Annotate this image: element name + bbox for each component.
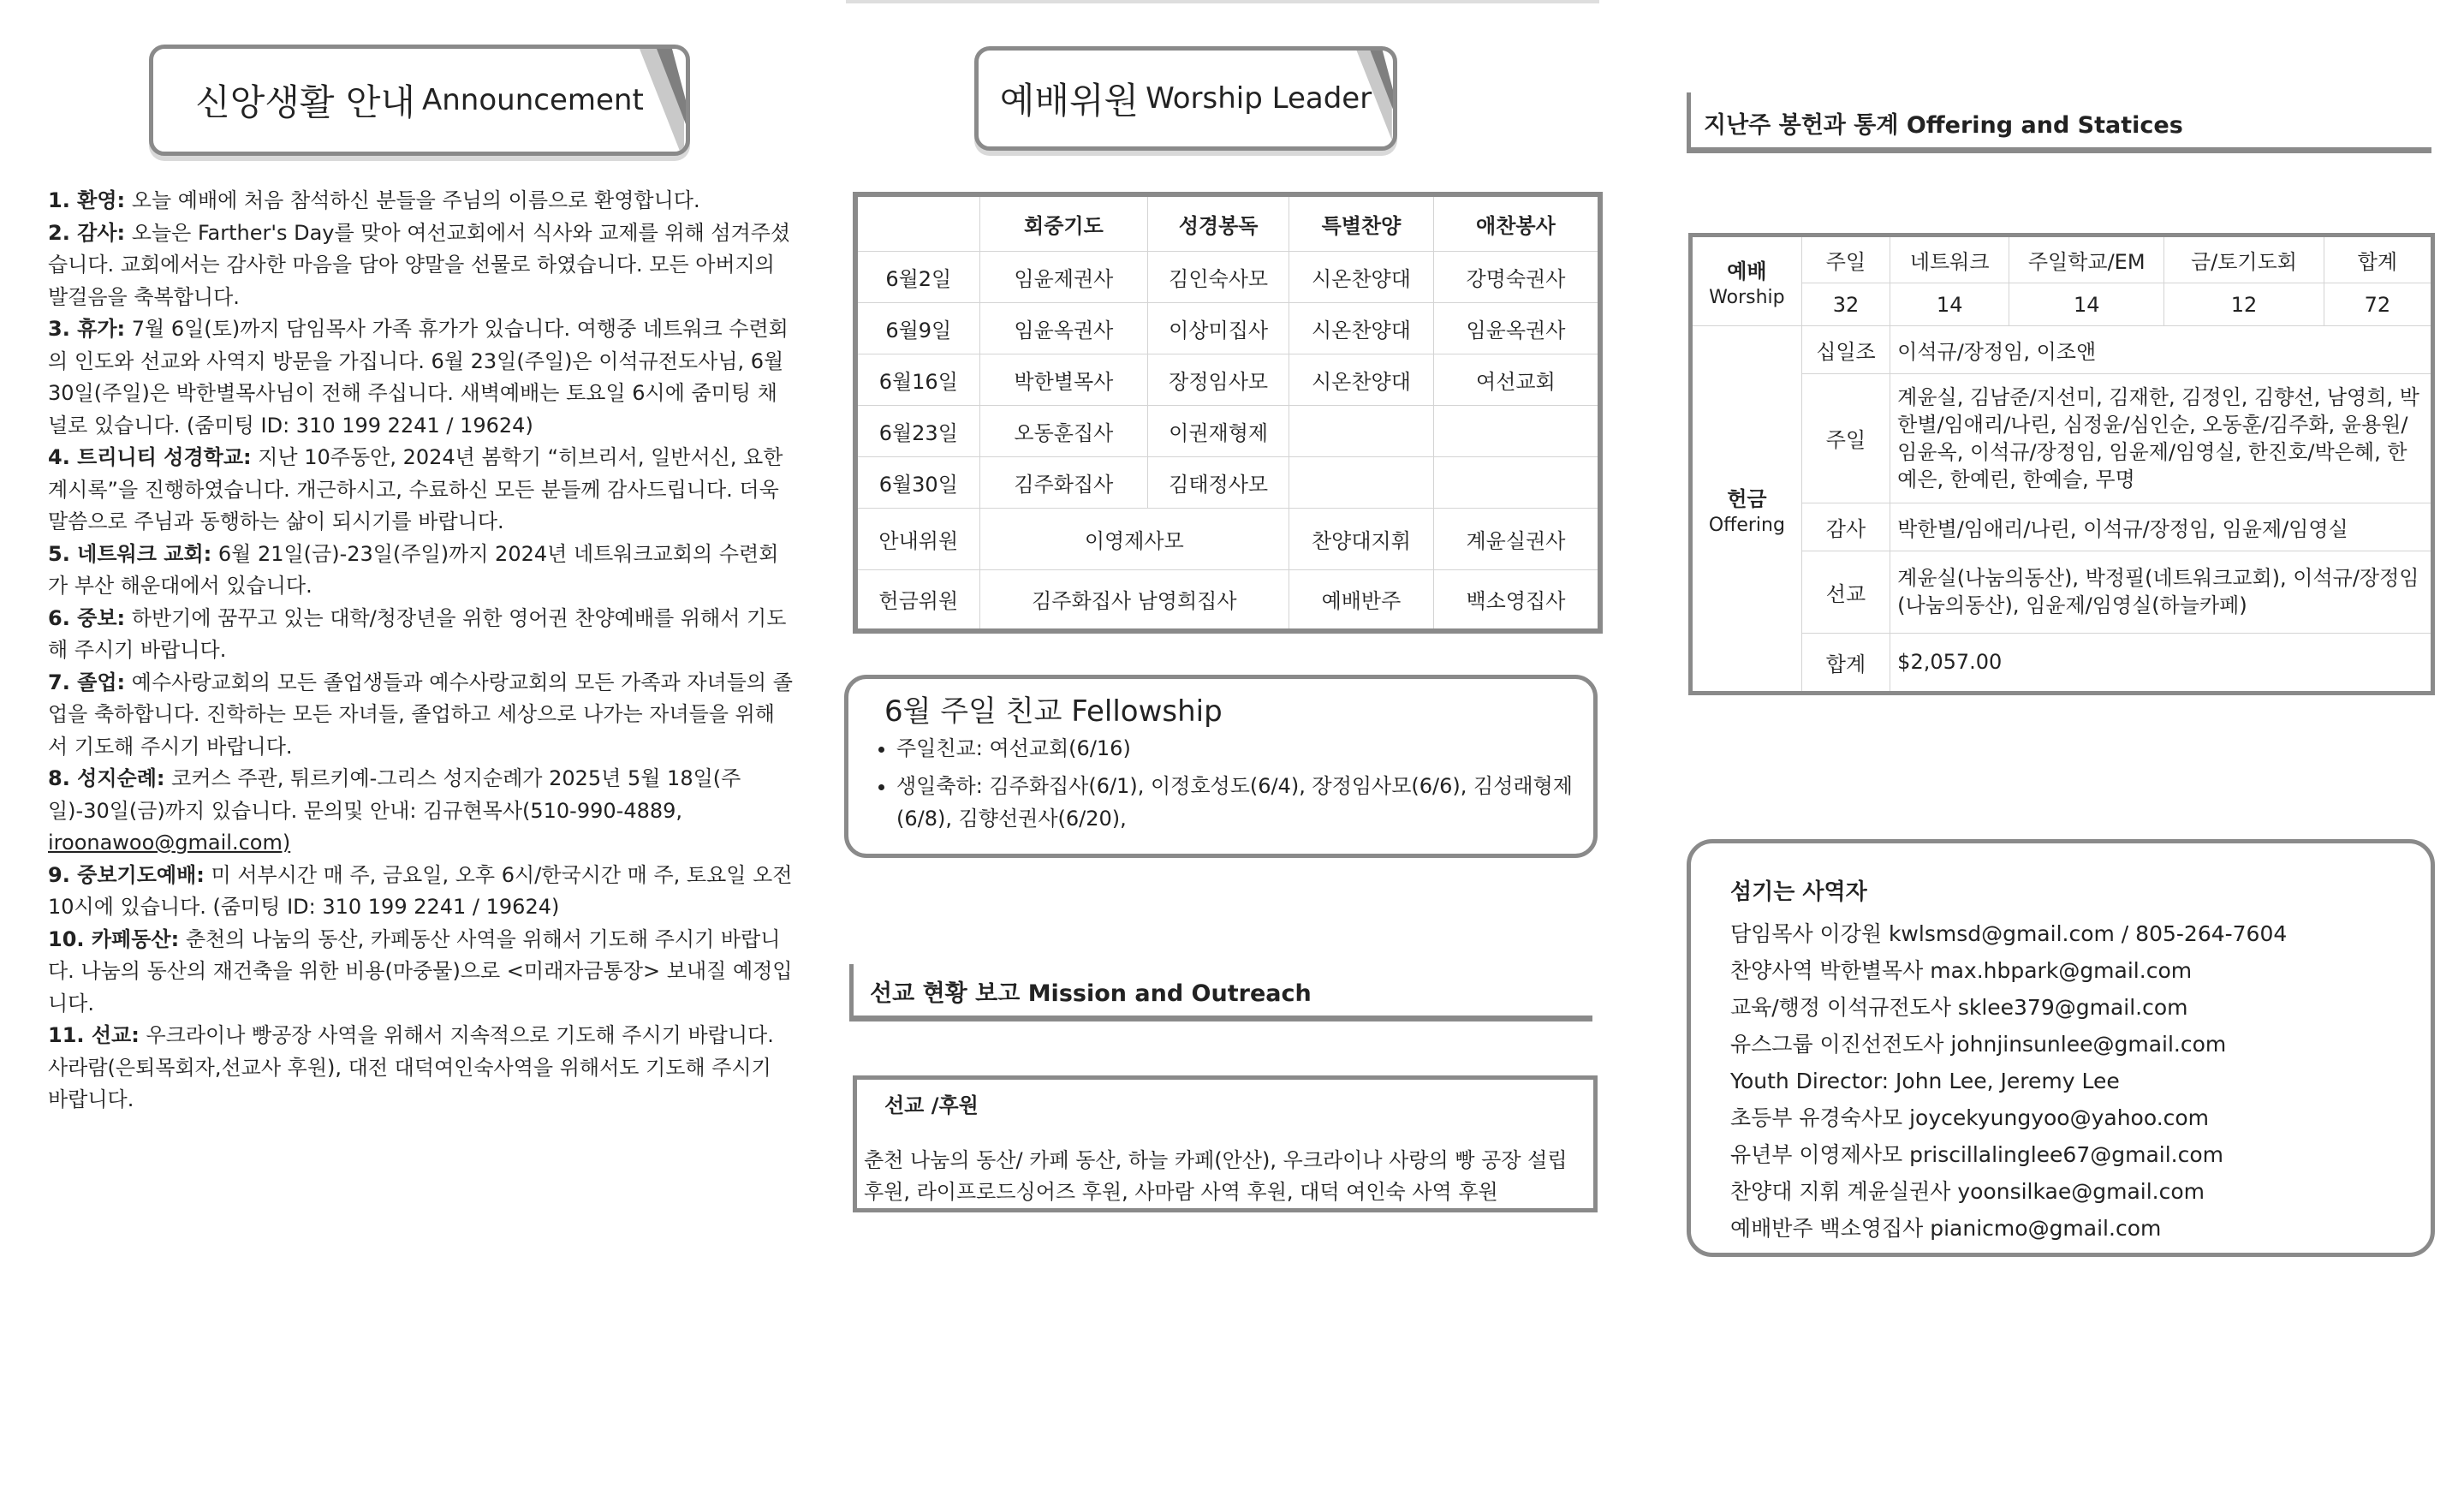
table-cell: 장정임사모: [1148, 354, 1289, 405]
announcement-item: 9. 중보기도예배: 미 서부시간 매 주, 금요일, 오후 6시/한국시간 매 주, 토요일 오전 10시에 있습니다. (줌미팅 ID: 310 199 2241 / 19624): [48, 862, 793, 919]
announcement-title-ko: 신앙생활 안내: [195, 81, 415, 123]
mission-box: [853, 1075, 1598, 1212]
table-row: [1691, 374, 2433, 503]
table-cell: 안내위원: [855, 508, 979, 569]
worship-label-cell: 예배 Worship: [1691, 235, 1802, 326]
table-cell: 이영제사모: [979, 508, 1289, 569]
table-cell: 여선교회: [1433, 354, 1600, 405]
table-cell: 14: [1890, 283, 2009, 326]
list-item: 담임목사 이강원 kwlsmsd@gmail.com / 805-264-7604: [1730, 921, 2288, 946]
table-row: [1691, 326, 2433, 374]
table-cell: 이상미집사: [1148, 302, 1289, 354]
table-cell: [1433, 405, 1600, 456]
announcement-list: [48, 185, 793, 1117]
mission-header: 선교 /후원: [884, 1093, 979, 1117]
table-row: [1691, 551, 2433, 633]
table-cell: 12: [2164, 283, 2324, 326]
table-row: [855, 302, 1600, 354]
table-header: 성경봉독: [1148, 194, 1289, 251]
table-header: 회중기도: [979, 194, 1148, 251]
table-row: [855, 251, 1600, 302]
announcement-title-box: [149, 45, 690, 156]
table-cell: 시온찬양대: [1289, 251, 1434, 302]
page-fold-icon: [1347, 47, 1395, 143]
table-cell: 시온찬양대: [1289, 354, 1434, 405]
announcement-title-en: Announcement: [422, 83, 644, 117]
announcement-item: 2. 감사: 오늘은 Farther's Day를 맞아 여선교회에서 식사와 교제를 위해 섬겨주셨습니다. 교회에서는 감사한 마음을 담아 양말을 선물로 하였습니다. 모든 아버지의 발걸음을 축복합니다.: [48, 220, 791, 309]
announcement-item: 4. 트리니티 성경학교: 지난 10주동안, 2024년 봄학기 “히브리서, 일반서신, 요한계시록”을 진행하였습니다. 개근하시고, 수료하신 모든 분들께 감사드립니다. 더욱 말씀으로 주님과 동행하는 삶이 되시기를 바랍니다.: [48, 445, 783, 533]
table-header-row: [855, 194, 1600, 251]
table-header: 금/토기도회: [2164, 235, 2324, 283]
announcement-item: 11. 선교: 우크라이나 빵공장 사역을 위해서 지속적으로 기도해 주시기 바랍니다. 사라람(은퇴목회자,선교사 후원), 대전 대덕여인숙사역을 위해서도 기도해 주시기 바랍니다.: [48, 1023, 774, 1111]
announcement-item: 8. 성지순례: 코커스 주관, 튀르키예-그리스 성지순례가 2025년 5월 18일(주일)-30일(금)까지 있습니다. 문의및 안내: 김규현목사(510-990-4889, iroonawoo@gmail.com): [48, 766, 741, 855]
table-row: [855, 405, 1600, 456]
announcement-item: 10. 카페동산: 춘천의 나눔의 동산, 카페동산 사역을 위해서 기도해 주시기 바랍니다. 나눔의 동산의 재건축을 위한 비용(마중물)으로 <미래자금통장> 보내질 예정입니다.: [48, 926, 793, 1016]
table-cell: 김주화집사: [979, 456, 1148, 508]
table-row: [1691, 633, 2433, 693]
table-cell: 백소영집사: [1433, 569, 1600, 631]
table-cell: 김주화집사 남영희집사: [979, 569, 1289, 631]
table-header: 네트워크: [1890, 235, 2009, 283]
list-item: 초등부 유경숙사모 joycekyungyoo@yahoo.com: [1730, 1105, 2210, 1130]
table-header: 애찬봉사: [1433, 194, 1600, 251]
table-header: 합계: [2324, 235, 2432, 283]
table-cell: 6월16일: [855, 354, 979, 405]
table-header: 주일학교/EM: [2009, 235, 2164, 283]
table-cell: 헌금위원: [855, 569, 979, 631]
table-cell: 임윤옥권사: [979, 302, 1148, 354]
offering-rule: [1687, 147, 2431, 153]
table-row: [855, 456, 1600, 508]
table-cell: [1433, 456, 1600, 508]
table-cell: 이권재형제: [1148, 405, 1289, 456]
table-header: 주일: [1801, 235, 1890, 283]
table-cell: 찬양대지휘: [1289, 508, 1434, 569]
worship-title-ko: 예배위원: [999, 80, 1140, 122]
table-cell: 김인숙사모: [1148, 251, 1289, 302]
announcement-item: 7. 졸업: 예수사랑교회의 모든 졸업생들과 예수사랑교회의 모든 가족과 자녀들의 졸업을 축하합니다. 진학하는 모든 자녀들, 졸업하고 세상으로 나가는 자녀들을 위해서 기도해 주시기 바랍니다.: [48, 670, 793, 759]
table-row: [1691, 503, 2433, 551]
offering-table: [1688, 233, 2435, 695]
mission-title: 선교 현황 보고 Mission and Outreach: [870, 980, 1312, 1007]
table-row: [855, 508, 1600, 569]
ministers-box: [1687, 839, 2435, 1257]
table-cell: 시온찬양대: [1289, 302, 1434, 354]
announcement-item: 6. 중보: 하반기에 꿈꾸고 있는 대학/청장년을 위한 영어권 찬양예배를 위해서 기도해 주시기 바랍니다.: [48, 605, 787, 662]
table-cell: 주일: [1801, 374, 1890, 503]
ministers-list: [1730, 915, 2287, 1247]
table-cell: 6월30일: [855, 456, 979, 508]
worship-table: [853, 192, 1603, 634]
fellowship-box: [844, 675, 1598, 858]
table-cell: 선교: [1801, 551, 1890, 633]
table-cell: 십일조: [1801, 326, 1890, 374]
table-cell: 72: [2324, 283, 2432, 326]
mission-rule-left: [849, 964, 854, 1021]
table-cell: 강명숙권사: [1433, 251, 1600, 302]
table-cell: $2,057.00: [1890, 633, 2433, 693]
table-cell: 6월23일: [855, 405, 979, 456]
table-cell: 계윤실, 김남준/지선미, 김재한, 김정인, 김향선, 남영희, 박한별/임애리/나린, 심정윤/심인순, 오동훈/김주화, 윤용원/임윤옥, 이석규/장정임, 임윤제/임영실, 한진호/박은혜, 한예은, 한예린, 한예슬, 무명: [1890, 374, 2433, 503]
offering-rule-left: [1687, 92, 1691, 152]
table-cell: 6월2일: [855, 251, 979, 302]
offering-title: 지난주 봉헌과 통계 Offering and Statices: [1704, 112, 2183, 139]
cash-label-cell: 헌금 Offering: [1691, 326, 1802, 694]
page-fold-icon: [628, 45, 687, 156]
table-cell: 계윤실권사: [1433, 508, 1600, 569]
table-cell: 임윤제권사: [979, 251, 1148, 302]
table-cell: 임윤옥권사: [1433, 302, 1600, 354]
table-cell: 김태정사모: [1148, 456, 1289, 508]
table-cell: 32: [1801, 283, 1890, 326]
worship-title-box: [974, 46, 1397, 151]
mission-rule: [849, 1016, 1592, 1021]
table-cell: 6월9일: [855, 302, 979, 354]
table-header: [855, 194, 979, 251]
table-cell: 감사: [1801, 503, 1890, 551]
list-item: 찬양사역 박한별목사 max.hbpark@gmail.com: [1730, 958, 2193, 983]
table-cell: 오동훈집사: [979, 405, 1148, 456]
table-cell: [1289, 456, 1434, 508]
table-cell: 합계: [1801, 633, 1890, 693]
table-cell: [1289, 405, 1434, 456]
table-row: [855, 354, 1600, 405]
list-item: 유스그룹 이진선전도사 johnjinsunlee@gmail.com: [1730, 1032, 2227, 1057]
table-cell: 박한별/임애리/나린, 이석규/장정임, 임윤제/임영실: [1890, 503, 2433, 551]
table-cell: 계윤실(나눔의동산), 박정필(네트워크교회), 이석규/장정임(나눔의동산), 임윤제/임영실(하늘카페): [1890, 551, 2433, 633]
list-item: 찬양대 지휘 계윤실권사 yoonsilkae@gmail.com: [1730, 1179, 2205, 1204]
announcement-item: 1. 환영: 오늘 예배에 처음 참석하신 분들을 주님의 이름으로 환영합니다.: [48, 188, 700, 212]
list-item: Youth Director: John Lee, Jeremy Lee: [1730, 1069, 2120, 1093]
table-header: 특별찬양: [1289, 194, 1434, 251]
announcement-item: 3. 휴가: 7월 6일(토)까지 담임목사 가족 휴가가 있습니다. 여행중 네트워크 수련회의 인도와 선교와 사역지 방문을 가집니다. 6월 23일(주일)은 이석규전도사님, 6월 30일(주일)은 박한별목사님이 전해 주십니다. 새벽예배는 토요일 6시에 줌미팅 채널로 있습니다. (줌미팅 ID: 310 199 2241 / 19624): [48, 317, 789, 438]
table-cell: 14: [2009, 283, 2164, 326]
announcement-item: 5. 네트워크 교회: 6월 21일(금)-23일(주일)까지 2024년 네트워크교회의 수련회가 부산 해운대에서 있습니다.: [48, 541, 779, 598]
table-row: [1691, 283, 2433, 326]
table-cell: 예배반주: [1289, 569, 1434, 631]
list-item: • 주일친교: 여선교회(6/16): [896, 732, 1581, 765]
list-item: 유년부 이영제사모 priscillalinglee67@gmail.com: [1730, 1142, 2224, 1167]
mission-body: 춘천 나눔의 동산/ 카페 동산, 하늘 카페(안산), 우크라이나 사랑의 빵 공장 설립 후원, 라이프로드싱어즈 후원, 사마람 사역 후원, 대덕 여인숙 사역 후원: [864, 1148, 1568, 1204]
table-cell: 박한별목사: [979, 354, 1148, 405]
ministers-title: 섬기는 사역자: [1730, 879, 1867, 905]
list-item: 교육/행정 이석규전도사 sklee379@gmail.com: [1730, 995, 2188, 1020]
contact-email-link[interactable]: iroonawoo@gmail.com): [48, 831, 291, 855]
fellowship-title: 6월 주일 친교 Fellowship: [884, 694, 1223, 729]
table-row: [855, 569, 1600, 631]
fellowship-list: [874, 732, 1581, 840]
list-item: • 생일축하: 김주화집사(6/1), 이정호성도(6/4), 장정임사모(6/6), 김성래형제(6/8), 김향선권사(6/20),: [896, 770, 1581, 835]
top-divider: [846, 0, 1599, 3]
worship-title-en: Worship Leader: [1146, 81, 1372, 116]
table-header-row: [1691, 235, 2433, 283]
table-cell: 이석규/장정임, 이조앤: [1890, 326, 2433, 374]
list-item: 예배반주 백소영집사 pianicmo@gmail.com: [1730, 1216, 2162, 1241]
